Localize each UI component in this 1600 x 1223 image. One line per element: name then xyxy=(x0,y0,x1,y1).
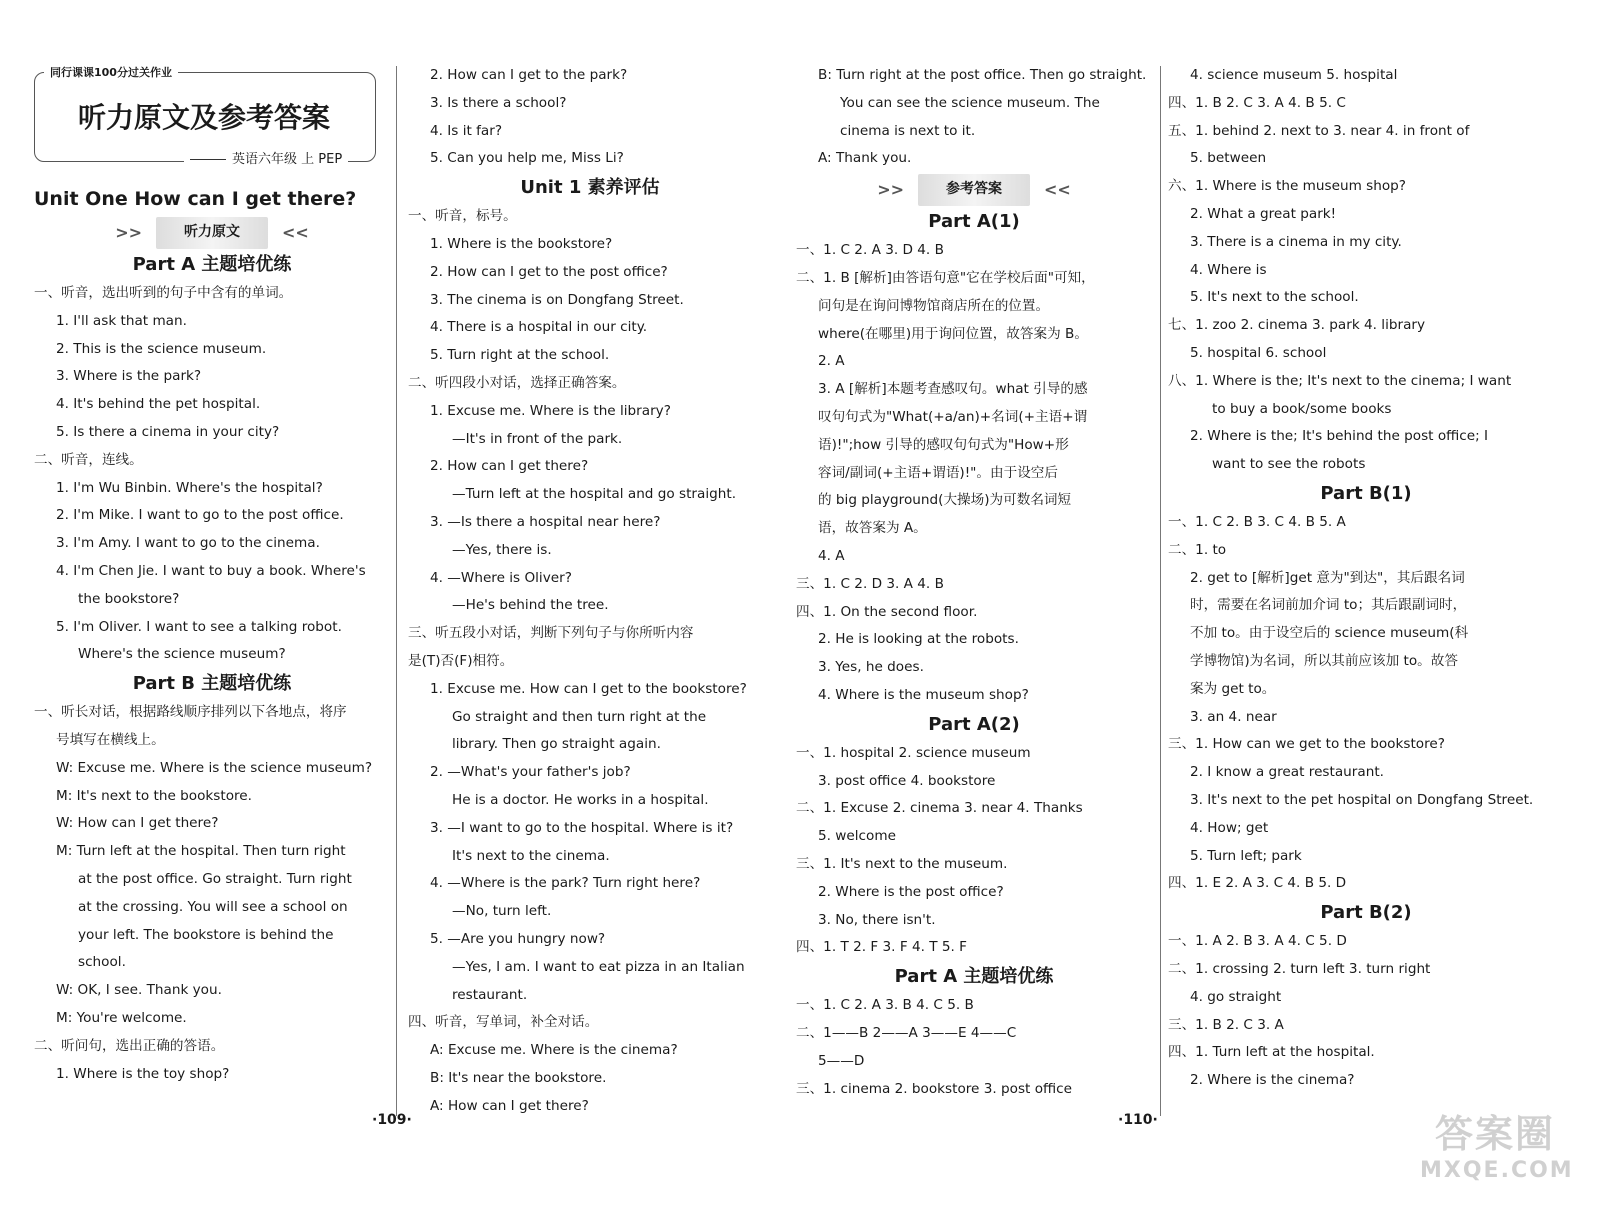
answer-line: 四、1. On the second floor. xyxy=(796,603,978,620)
dialog-line: cinema is next to it. xyxy=(840,122,976,139)
answer-line: 5——D xyxy=(818,1052,865,1069)
dialog-line: 4. —Where is the park? Turn right here? xyxy=(430,875,701,892)
answer-line: 容词/副词(+主语+谓语)!"。由于设空后 xyxy=(818,464,1058,481)
page-number-left: ·109· xyxy=(372,1112,412,1128)
section-heading: 号填写在横线上。 xyxy=(56,731,165,748)
dialog-line: 4. —Where is Oliver? xyxy=(430,569,572,586)
answer-line: 2. get to [解析]get 意为"到达"，其后跟名词 xyxy=(1190,569,1465,586)
dialog-line: school. xyxy=(78,954,126,971)
series-tag: 同行课课100分过关作业 xyxy=(44,66,178,80)
list-item: 5. I'm Oliver. I want to see a talking robot. xyxy=(56,618,342,635)
answer-line: 叹句句式为"What(+a/an)+名词(+主语+谓 xyxy=(818,408,1088,425)
part-heading: Part B(2) xyxy=(1320,902,1412,924)
list-item: Where's the science museum? xyxy=(78,646,286,663)
answer-line: 四、1. E 2. A 3. C 4. B 5. D xyxy=(1168,875,1347,892)
answer-line: 4. go straight xyxy=(1190,988,1282,1005)
dialog-line: He is a doctor. He works in a hospital. xyxy=(452,791,709,808)
section-heading: 是(T)否(F)相符。 xyxy=(408,652,514,669)
list-item: 2. I'm Mike. I want to go to the post office. xyxy=(56,507,344,524)
answer-line: 四、1. T 2. F 3. F 4. T 5. F xyxy=(796,939,967,956)
dialog-line: —Yes, there is. xyxy=(452,541,552,558)
dialog-line: A: Excuse me. Where is the cinema? xyxy=(430,1042,678,1059)
column-4 xyxy=(1168,62,1564,1095)
dialog-line: —Turn left at the hospital and go straight. xyxy=(452,486,737,503)
list-item: 2. This is the science museum. xyxy=(56,340,267,357)
list-item: 1. Where is the bookstore? xyxy=(430,235,613,252)
answer-line: 语)!";how 引导的感叹句句式为"How+形 xyxy=(818,436,1069,453)
section-heading: 一、听长对话，根据路线顺序排列以下各地点，将序 xyxy=(34,704,347,721)
dialog-line: 2. How can I get there? xyxy=(430,458,589,475)
answer-line: 二、1. B [解析]由答语句意"它在学校后面"可知， xyxy=(796,269,1095,286)
list-item: 2. How can I get to the park? xyxy=(430,67,628,83)
dialog-line: 2. —What's your father's job? xyxy=(430,764,631,781)
part-heading: Part A 主题培优练 xyxy=(894,966,1054,988)
dialog-line: A: How can I get there? xyxy=(430,1097,589,1114)
list-item: 3. I'm Amy. I want to go to the cinema. xyxy=(56,535,320,552)
answer-line: 3. an 4. near xyxy=(1190,708,1277,725)
dialog-line: Go straight and then turn right at the xyxy=(452,708,707,725)
list-item: 2. How can I get to the post office? xyxy=(430,263,668,280)
answer-line: 4. Where is the museum shop? xyxy=(818,686,1029,703)
list-item: 1. Where is the toy shop? xyxy=(56,1065,230,1082)
answer-line: want to see the robots xyxy=(1212,456,1366,473)
part-heading: Part B(1) xyxy=(1320,482,1412,504)
answer-line: 五、1. behind 2. next to 3. near 4. in front of xyxy=(1168,122,1470,139)
list-item: 3. Where is the park? xyxy=(56,368,202,385)
answer-line: 三、1. How can we get to the bookstore? xyxy=(1168,736,1445,753)
watermark-text: 答案圈 xyxy=(1434,1112,1555,1156)
answer-line: 4. A xyxy=(818,547,845,564)
dialog-line: library. Then go straight again. xyxy=(452,736,661,753)
answer-line: 4. How; get xyxy=(1190,819,1269,836)
answer-line: 2. I know a great restaurant. xyxy=(1190,764,1384,781)
answer-line: 八、1. Where is the; It's next to the cinema; I want xyxy=(1168,372,1512,389)
list-item: 4. There is a hospital in our city. xyxy=(430,319,648,336)
answer-line: 5. welcome xyxy=(818,828,896,845)
answer-line: 2. Where is the cinema? xyxy=(1190,1072,1355,1089)
answer-line: 七、1. zoo 2. cinema 3. park 4. library xyxy=(1168,317,1426,334)
section-heading: 三、听五段小对话，判断下列句子与你所听内容 xyxy=(408,625,694,642)
answer-line: 一、1. C 2. A 3. D 4. B xyxy=(796,242,944,259)
list-item: 5. Is there a cinema in your city? xyxy=(56,423,280,440)
answer-line: 2. He is looking at the robots. xyxy=(818,631,1019,648)
answer-line: 2. Where is the post office? xyxy=(818,883,1004,900)
unit-title: Unit One How can I get there? xyxy=(34,188,357,210)
banner-label: 参考答案 xyxy=(918,174,1030,206)
page-title: 听力原文及参考答案 xyxy=(77,101,330,134)
answer-line: 5. between xyxy=(1190,150,1267,167)
answer-line: 3. A [解析]本题考查感叹句。what 引导的感 xyxy=(818,381,1088,398)
dialog-line: —He's behind the tree. xyxy=(452,597,609,614)
page-number-right: ·110· xyxy=(1118,1112,1158,1128)
dialog-line: 1. Excuse me. Where is the library? xyxy=(430,402,671,419)
answer-line: 一、1. hospital 2. science museum xyxy=(796,744,1031,761)
list-item: 3. The cinema is on Dongfang Street. xyxy=(430,291,684,308)
dialog-line: M: You're welcome. xyxy=(56,1009,187,1026)
banner-left-arrow-icon: >> xyxy=(877,180,904,200)
answer-line: 5. Turn left; park xyxy=(1190,847,1302,864)
answer-line: 2. What a great park! xyxy=(1190,205,1337,222)
answer-line: 三、1. It's next to the museum. xyxy=(796,855,1008,872)
column-1 xyxy=(34,66,390,1088)
answer-line: to buy a book/some books xyxy=(1212,400,1392,417)
answer-line: 4. science museum 5. hospital xyxy=(1190,67,1398,83)
list-item: 3. Is there a school? xyxy=(430,94,567,111)
subtitle-rule xyxy=(190,159,226,160)
answer-line: 2. Where is the; It's behind the post office; I xyxy=(1190,428,1489,445)
section-heading: 二、听音，连线。 xyxy=(34,451,143,468)
answer-line: where(在哪里)用于询问位置，故答案为 B。 xyxy=(818,325,1088,342)
part-heading: Part A(1) xyxy=(928,211,1020,233)
banner-right-arrow-icon: << xyxy=(1044,180,1071,200)
page-subtitle xyxy=(184,152,348,168)
dialog-line: at the crossing. You will see a school on xyxy=(78,898,348,915)
section-heading: 一、听音，标号。 xyxy=(408,208,517,225)
answer-line: 一、1. C 2. A 3. B 4. C 5. B xyxy=(796,997,974,1014)
dialog-line: M: It's next to the bookstore. xyxy=(56,787,252,804)
list-item: 4. Is it far? xyxy=(430,122,503,139)
answer-line: 一、1. C 2. B 3. C 4. B 5. A xyxy=(1168,513,1346,530)
answer-line: 一、1. A 2. B 3. A 4. C 5. D xyxy=(1168,933,1347,950)
column-divider xyxy=(396,66,397,1116)
dialog-line: —No, turn left. xyxy=(452,903,552,920)
dialog-line: 1. Excuse me. How can I get to the bookstore? xyxy=(430,680,747,697)
answer-line: 学博物馆)为名词，所以其前应该加 to。故答 xyxy=(1190,652,1458,669)
dialog-line: —Yes, I am. I want to eat pizza in an Italian xyxy=(452,958,745,975)
answer-line: 时，需要在名词前加介词 to；其后跟副词时， xyxy=(1190,597,1467,614)
answer-line: 2. A xyxy=(818,353,845,370)
banner-label: 听力原文 xyxy=(156,217,268,249)
answer-line: 三、1. B 2. C 3. A xyxy=(1168,1016,1284,1033)
answer-line: 二、1. crossing 2. turn left 3. turn right xyxy=(1168,960,1431,977)
dialog-line: You can see the science museum. The xyxy=(840,94,1100,111)
list-item: 5. Can you help me, Miss Li? xyxy=(430,150,624,167)
banner-left-arrow-icon: >> xyxy=(115,223,142,243)
answer-line: 不加 to。由于设空后的 science museum(科 xyxy=(1190,625,1469,642)
list-item: 4. It's behind the pet hospital. xyxy=(56,396,261,413)
dialog-line: B: Turn right at the post office. Then go straight. xyxy=(818,67,1147,83)
dialog-line: M: Turn left at the hospital. Then turn right xyxy=(56,843,346,860)
section-heading: 二、听问句，选出正确的答语。 xyxy=(34,1037,225,1054)
dialog-line: 5. —Are you hungry now? xyxy=(430,930,606,947)
header-box xyxy=(34,66,390,178)
dialog-line: at the post office. Go straight. Turn right xyxy=(78,870,352,887)
answer-line: 四、1. Turn left at the hospital. xyxy=(1168,1044,1375,1061)
section-heading: 一、听音，选出听到的句子中含有的单词。 xyxy=(34,285,293,301)
answer-line: 语，故答案为 A。 xyxy=(818,520,927,537)
answer-line: 二、1. to xyxy=(1168,541,1227,558)
column-2 xyxy=(408,62,772,1120)
answer-line: 3. No, there isn't. xyxy=(818,911,936,928)
watermark-url: MXQE.COM xyxy=(1420,1158,1574,1183)
answer-line: 的 big playground(大操场)为可数名词短 xyxy=(818,492,1072,509)
column-divider xyxy=(1160,66,1161,1116)
dialog-line: B: It's near the bookstore. xyxy=(430,1069,607,1086)
dialog-line: 3. —I want to go to the hospital. Where is it? xyxy=(430,819,734,836)
answer-line: 4. Where is xyxy=(1190,261,1267,278)
list-item: 1. I'll ask that man. xyxy=(56,312,187,329)
answer-line: 三、1. C 2. D 3. A 4. B xyxy=(796,575,944,592)
column-3 xyxy=(796,62,1152,1103)
list-item: 1. I'm Wu Binbin. Where's the hospital? xyxy=(56,479,323,496)
part-heading: Part A 主题培优练 xyxy=(132,254,292,275)
dialog-line: W: How can I get there? xyxy=(56,815,219,832)
list-item: the bookstore? xyxy=(78,590,180,607)
answer-line: 二、1——B 2——A 3——E 4——C xyxy=(796,1024,1017,1041)
unit-eval-heading: Unit 1 素养评估 xyxy=(520,177,660,199)
dialog-line: 3. —Is there a hospital near here? xyxy=(430,513,661,530)
section-banner-transcript xyxy=(42,220,382,246)
answer-line: 5. hospital 6. school xyxy=(1190,344,1327,361)
part-heading: Part A(2) xyxy=(928,713,1020,735)
dialog-line: W: Excuse me. Where is the science museum? xyxy=(56,759,373,776)
dialog-line: —It's in front of the park. xyxy=(452,430,623,447)
watermark-logo xyxy=(1420,1110,1574,1184)
answer-line: 六、1. Where is the museum shop? xyxy=(1168,178,1407,195)
answer-line: 四、1. B 2. C 3. A 4. B 5. C xyxy=(1168,94,1346,111)
answer-line: 问句是在询问博物馆商店所在的位置。 xyxy=(818,297,1050,314)
section-heading: 四、听音，写单词，补全对话。 xyxy=(408,1014,599,1031)
answer-line: 二、1. Excuse 2. cinema 3. near 4. Thanks xyxy=(796,800,1083,817)
answer-line: 案为 get to。 xyxy=(1190,680,1276,697)
answer-line: 三、1. cinema 2. bookstore 3. post office xyxy=(796,1080,1072,1097)
dialog-line: W: OK, I see. Thank you. xyxy=(56,982,222,999)
part-heading: Part B 主题培优练 xyxy=(132,673,292,695)
dialog-line: restaurant. xyxy=(452,986,528,1003)
answer-line: 3. Yes, he does. xyxy=(818,659,924,676)
section-banner-answers xyxy=(804,177,1144,203)
list-item: 4. I'm Chen Jie. I want to buy a book. Where's xyxy=(56,562,366,579)
dialog-line: It's next to the cinema. xyxy=(452,847,610,864)
banner-right-arrow-icon: << xyxy=(282,223,309,243)
dialog-line: A: Thank you. xyxy=(818,150,912,167)
answer-line: 5. It's next to the school. xyxy=(1190,289,1359,306)
answer-line: 3. There is a cinema in my city. xyxy=(1190,233,1402,250)
answer-line: 3. post office 4. bookstore xyxy=(818,772,996,789)
dialog-line: your left. The bookstore is behind the xyxy=(78,926,334,943)
list-item: 5. Turn right at the school. xyxy=(430,347,610,364)
section-heading: 二、听四段小对话，选择正确答案。 xyxy=(408,374,626,391)
answer-line: 3. It's next to the pet hospital on Dongfang Street. xyxy=(1190,791,1534,808)
subtitle-text: 英语六年级 上 PEP xyxy=(232,152,343,167)
